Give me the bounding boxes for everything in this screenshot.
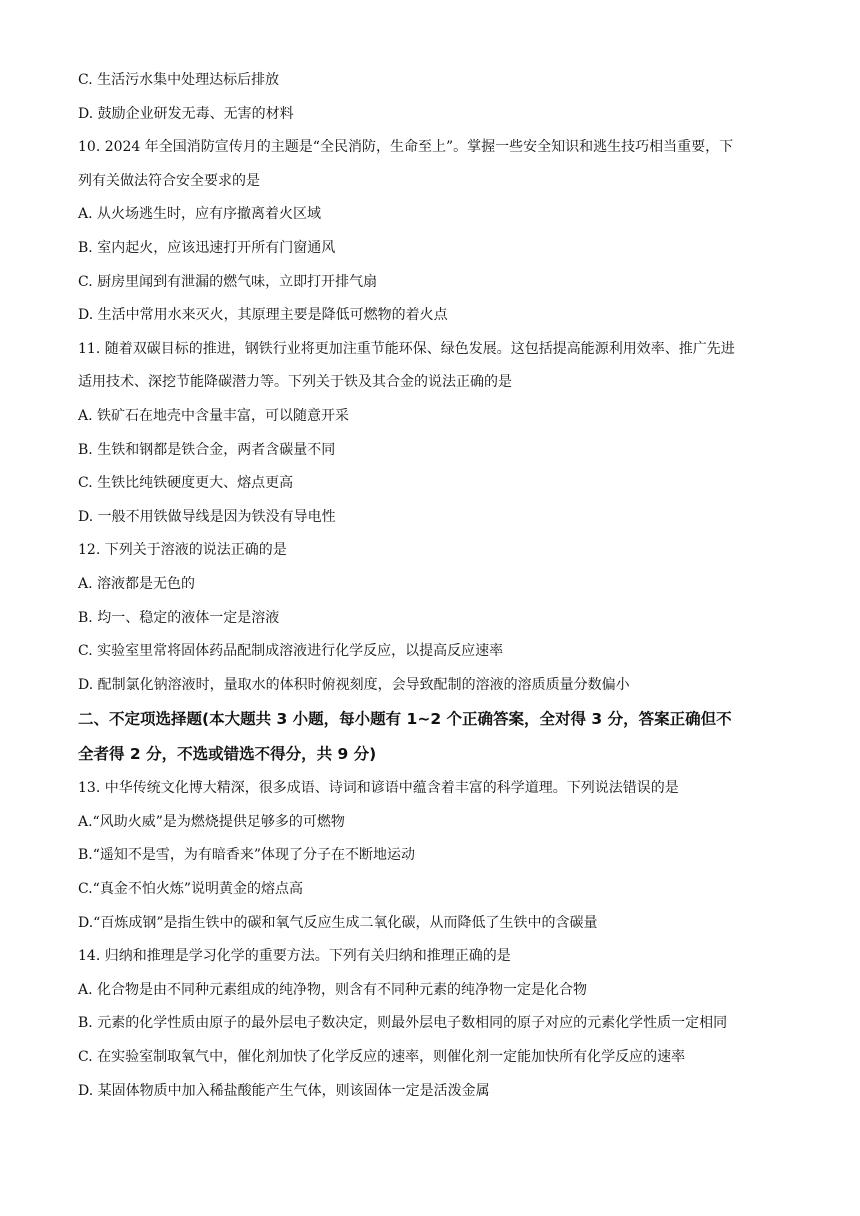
option-13b: B.“遥知不是雪，为有暗香来”体现了分子在不断地运动 <box>78 847 416 864</box>
question-10-stem-line2: 列有关做法符合安全要求的是 <box>78 172 260 189</box>
option-14a: A. 化合物是由不同种元素组成的纯净物，则含有不同种元素的纯净物一定是化合物 <box>78 981 588 998</box>
option-14b: B. 元素的化学性质由原子的最外层电子数决定，则最外层电子数相同的原子对应的元素化学性质一定相同 <box>78 1015 728 1032</box>
option-11a: A. 铁矿石在地壳中含量丰富，可以随意开采 <box>78 407 350 424</box>
option-10d: D. 生活中常用水来灭火，其原理主要是降低可燃物的着火点 <box>78 307 448 324</box>
question-12-stem: 12. 下列关于溶液的说法正确的是 <box>78 542 287 559</box>
option-11d: D. 一般不用铁做导线是因为铁没有导电性 <box>78 508 336 525</box>
option-11b: B. 生铁和钢都是铁合金，两者含碳量不同 <box>78 441 336 458</box>
option-13a: A.“风助火威”是为燃烧提供足够多的可燃物 <box>78 813 345 830</box>
option-9d: D. 鼓励企业研发无毒、无害的材料 <box>78 105 294 122</box>
option-13c: C.“真金不怕火炼”说明黄金的熔点高 <box>78 881 303 898</box>
question-11-stem-line1: 11. 随着双碳目标的推进，钢铁行业将更加注重节能环保、绿色发展。这包括提高能源利用效率、推广先进 <box>78 340 735 357</box>
option-11c: C. 生铁比纯铁硬度更大、熔点更高 <box>78 475 294 492</box>
option-12b: B. 均一、稳定的液体一定是溶液 <box>78 609 280 626</box>
option-13d: D.“百炼成钢”是指生铁中的碳和氧气反应生成二氧化碳，从而降低了生铁中的含碳量 <box>78 914 598 931</box>
option-12d: D. 配制氯化钠溶液时，量取水的体积时俯视刻度，会导致配制的溶液的溶质质量分数偏小 <box>78 676 630 693</box>
question-13-stem: 13. 中华传统文化博大精深，很多成语、诗词和谚语中蕴含着丰富的科学道理。下列说法错误的是 <box>78 780 679 797</box>
option-10b: B. 室内起火，应该迅速打开所有门窗通风 <box>78 239 336 256</box>
option-9c: C. 生活污水集中处理达标后排放 <box>78 72 280 88</box>
section-heading-line2: 全者得 2 分，不选或错选不得分，共 9 分) <box>78 745 377 764</box>
option-10a: A. 从火场逃生时，应有序撤离着火区域 <box>78 206 322 223</box>
option-14d: D. 某固体物质中加入稀盐酸能产生气体，则该固体一定是活泼金属 <box>78 1082 490 1099</box>
question-11-stem-line2: 适用技术、深挖节能降碳潜力等。下列关于铁及其合金的说法正确的是 <box>78 374 512 391</box>
option-12c: C. 实验室里常将固体药品配制成溶液进行化学反应，以提高反应速率 <box>78 643 504 660</box>
section-heading-line1: 二、不定项选择题(本大题共 3 小题，每小题有 1~2 个正确答案，全对得 3 分，答案正确但不 <box>78 710 732 729</box>
option-10c: C. 厨房里闻到有泄漏的燃气味，立即打开排气扇 <box>78 273 378 290</box>
question-14-stem: 14. 归纳和推理是学习化学的重要方法。下列有关归纳和推理正确的是 <box>78 948 511 965</box>
option-12a: A. 溶液都是无色的 <box>78 575 196 592</box>
question-10-stem-line1: 10. 2024 年全国消防宣传月的主题是“全民消防，生命至上”。掌握一些安全知识和逃生技巧相当重要，下 <box>78 139 734 156</box>
document-page <box>78 70 788 1114</box>
option-14c: C. 在实验室制取氧气中，催化剂加快了化学反应的速率，则催化剂一定能加快所有化学反应的速率 <box>78 1049 686 1066</box>
